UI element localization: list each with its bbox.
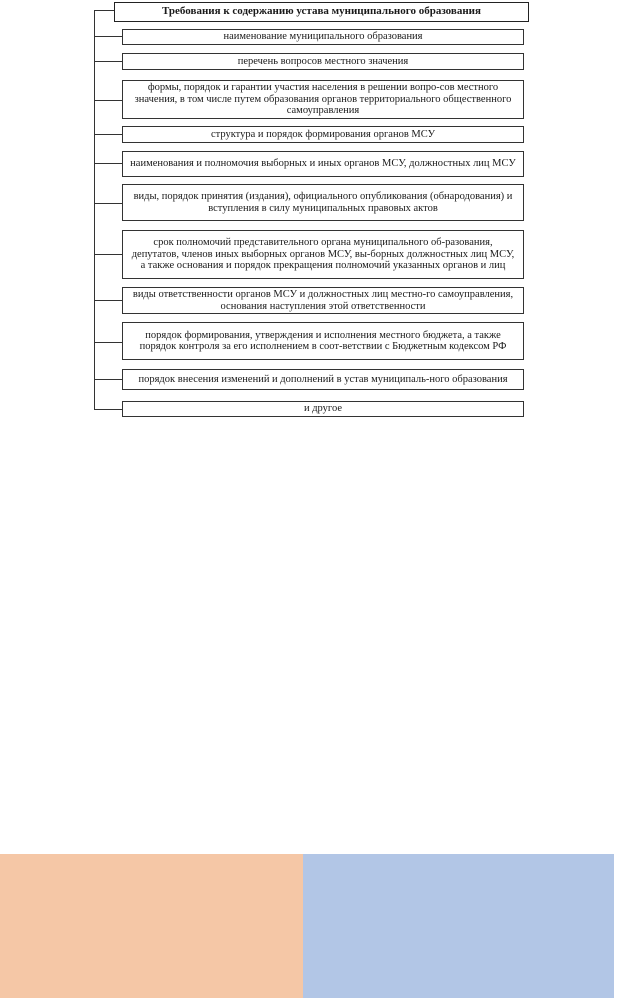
diagram-item-structure: структура и порядок формирования органов МСУ bbox=[122, 126, 524, 143]
diagram-root-title: Требования к содержанию устава муниципального образования bbox=[114, 2, 529, 22]
diagram-connector-spine bbox=[94, 10, 95, 409]
diagram-item-legal-acts: виды, порядок принятия (издания), официального опубликования (обнародования) и вступления в силу муниципальных правовых актов bbox=[122, 184, 524, 221]
diagram-item-population-participation: формы, порядок и гарантии участия населения в решении вопро-сов местного значения, в том числе путем образования органов территориального общественного самоуправления bbox=[122, 80, 524, 119]
connector-item bbox=[94, 134, 122, 135]
color-block-orange bbox=[0, 854, 303, 998]
requirements-diagram bbox=[0, 0, 617, 430]
diagram-item-name: наименование муниципального образования bbox=[122, 29, 524, 45]
diagram-item-local-issues: перечень вопросов местного значения bbox=[122, 53, 524, 70]
connector-item bbox=[94, 100, 122, 101]
diagram-item-charter-amendments: порядок внесения изменений и дополнений в устав муниципаль-ного образования bbox=[122, 369, 524, 390]
connector-item bbox=[94, 379, 122, 380]
connector-root bbox=[94, 10, 114, 11]
connector-item bbox=[94, 254, 122, 255]
color-block-blue bbox=[303, 854, 614, 998]
diagram-item-term-of-office: срок полномочий представительного органа муниципального об-разования, депутатов, членов иных выборных органов МСУ, вы-борных должностных лиц МСУ, а также основания и порядок прекращения полномочий указанных органов и лиц bbox=[122, 230, 524, 279]
diagram-item-bodies-powers: наименования и полномочия выборных и иных органов МСУ, должностных лиц МСУ bbox=[122, 151, 524, 177]
connector-item bbox=[94, 163, 122, 164]
connector-item bbox=[94, 300, 122, 301]
connector-item bbox=[94, 61, 122, 62]
diagram-item-budget: порядок формирования, утверждения и исполнения местного бюджета, а также порядок контроля за его исполнением в соот-ветствии с Бюджетным кодексом РФ bbox=[122, 322, 524, 360]
diagram-item-other: и другое bbox=[122, 401, 524, 417]
connector-item bbox=[94, 36, 122, 37]
connector-item bbox=[94, 342, 122, 343]
connector-item bbox=[94, 203, 122, 204]
diagram-item-responsibility: виды ответственности органов МСУ и должностных лиц местно-го самоуправления, основания наступления этой ответственности bbox=[122, 287, 524, 314]
connector-item bbox=[94, 409, 122, 410]
